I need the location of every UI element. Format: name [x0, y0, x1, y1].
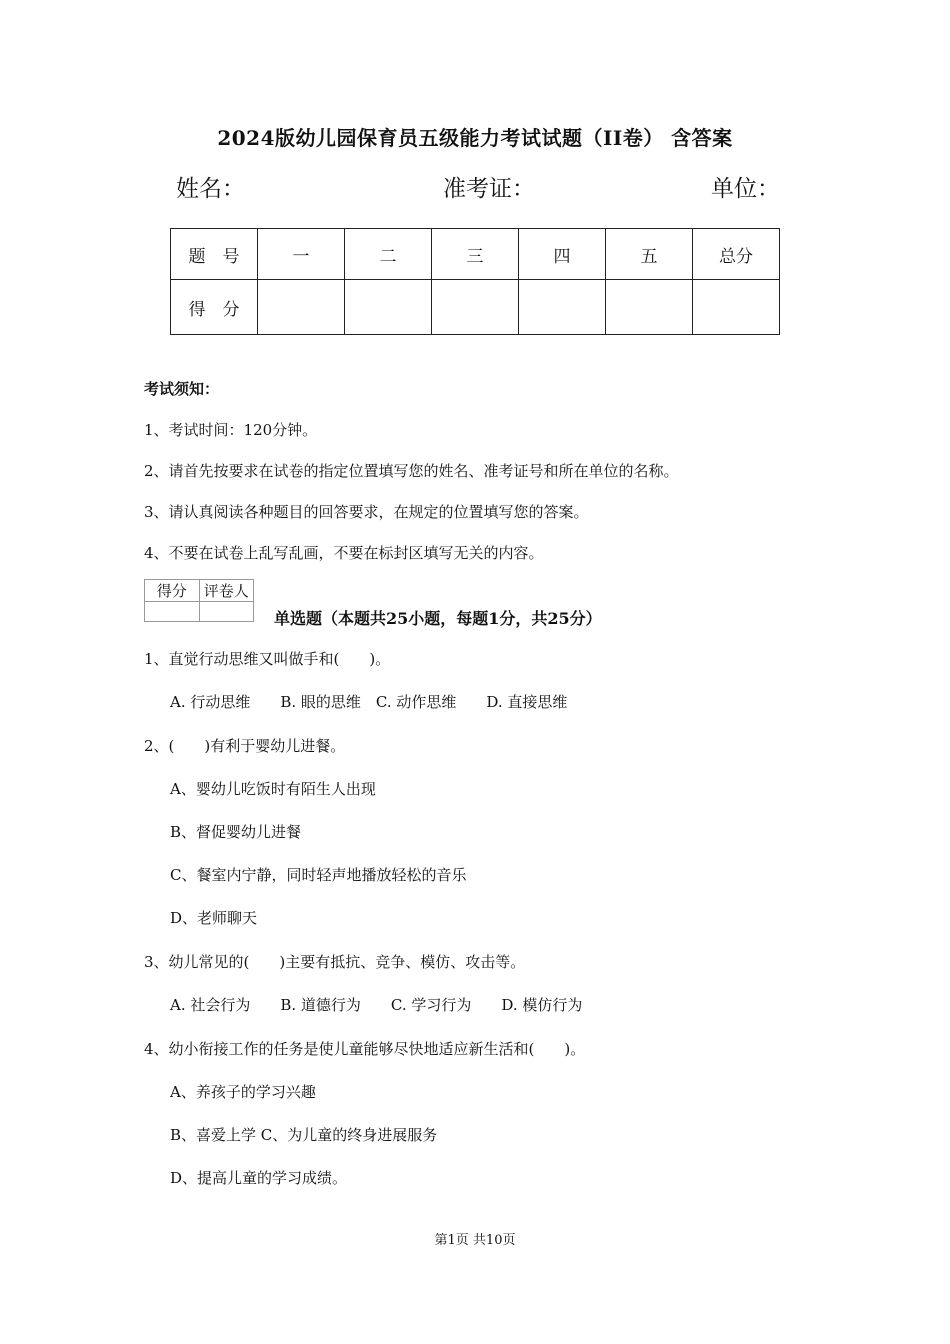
- score-table: [170, 228, 780, 335]
- grader-name-cell: [199, 602, 254, 622]
- question-option: D、老师聊天: [170, 909, 258, 927]
- question-option: A、养孩子的学习兴趣: [170, 1083, 316, 1101]
- score-cell: [345, 280, 432, 335]
- notice-item: 3、请认真阅读各种题目的回答要求，在规定的位置填写您的答案。: [144, 503, 589, 521]
- grader-box: [144, 579, 254, 622]
- notice-heading: 考试须知：: [144, 380, 220, 398]
- score-cell: [258, 280, 345, 335]
- score-header-cell: 总分: [693, 229, 780, 280]
- score-value-row: [171, 280, 780, 335]
- notice-item: 4、不要在试卷上乱写乱画，不要在标封区填写无关的内容。: [144, 544, 544, 562]
- score-header-cell: 题 号: [171, 229, 258, 280]
- unit-label: 单位：: [711, 176, 780, 202]
- question-option: B、喜爱上学 C、为儿童的终身进展服务: [170, 1126, 438, 1144]
- question-stem: 1、直觉行动思维又叫做手和( )。: [144, 650, 391, 668]
- score-header-cell: 一: [258, 229, 345, 280]
- grader-score-cell: [145, 602, 200, 622]
- notice-item: 1、考试时间：120分钟。: [144, 421, 318, 439]
- question-stem: 2、( )有利于婴幼儿进餐。: [144, 737, 346, 755]
- grader-name-label: 评卷人: [199, 580, 254, 602]
- score-header-row: [171, 229, 780, 280]
- question-option: D、提高儿童的学习成绩。: [170, 1169, 348, 1187]
- page-title: 2024版幼儿园保育员五级能力考试试题（II卷） 含答案: [217, 126, 733, 150]
- question-option: A、婴幼儿吃饭时有陌生人出现: [170, 780, 376, 798]
- question-option: C、餐室内宁静，同时轻声地播放轻松的音乐: [170, 866, 467, 884]
- score-header-cell: 四: [519, 229, 606, 280]
- score-header-cell: 五: [606, 229, 693, 280]
- score-cell: [606, 280, 693, 335]
- score-cell: [432, 280, 519, 335]
- section-title: 单选题（本题共25小题，每题1分，共25分）: [274, 609, 602, 628]
- question-stem: 4、幼小衔接工作的任务是使儿童能够尽快地适应新生活和( )。: [144, 1040, 586, 1058]
- name-label: 姓名：: [176, 176, 245, 202]
- score-cell: [519, 280, 606, 335]
- score-row-label: 得 分: [171, 280, 258, 335]
- exam-id-label: 准考证：: [443, 176, 535, 202]
- page-footer: 第1页 共10页: [434, 1233, 516, 1248]
- score-header-cell: 二: [345, 229, 432, 280]
- question-stem: 3、幼儿常见的( )主要有抵抗、竞争、模仿、攻击等。: [144, 953, 526, 971]
- question-options: A. 行动思维 B. 眼的思维 C. 动作思维 D. 直接思维: [170, 693, 568, 711]
- score-cell: [693, 280, 780, 335]
- grader-score-label: 得分: [145, 580, 200, 602]
- notice-item: 2、请首先按要求在试卷的指定位置填写您的姓名、准考证号和所在单位的名称。: [144, 462, 679, 480]
- question-option: B、督促婴幼儿进餐: [170, 823, 302, 841]
- score-header-cell: 三: [432, 229, 519, 280]
- question-options: A. 社会行为 B. 道德行为 C. 学习行为 D. 模仿行为: [170, 996, 583, 1014]
